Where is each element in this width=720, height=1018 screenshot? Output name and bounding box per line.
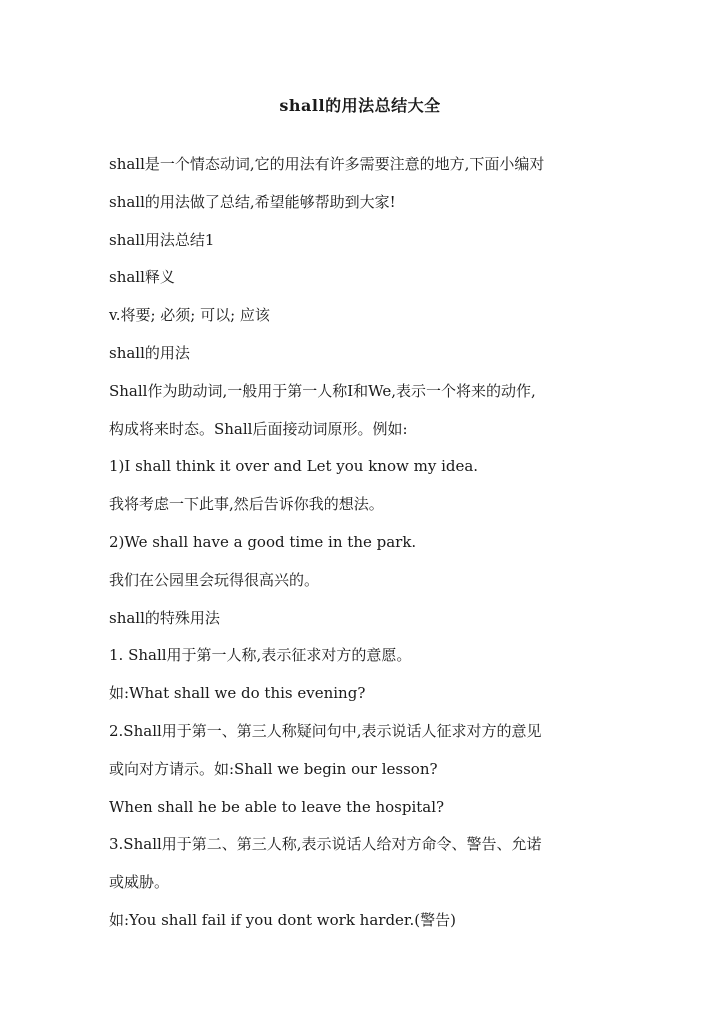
example-sentence: 2)We shall have a good time in the park. [109,532,417,551]
subsection-heading: shall的用法 [109,343,190,362]
example-translation: 我们在公园里会玩得很高兴的。 [109,570,320,589]
usage-example: 如:What shall we do this evening? [109,684,366,703]
subsection-heading: shall的特殊用法 [109,608,220,627]
usage-example: 或向对方请示。如:Shall we begin our lesson? [109,759,438,778]
body-line: Shall作为助动词,一般用于第一人称I和We,表示一个将来的动作, [109,381,536,400]
document-body [109,150,619,944]
usage-example: 如:You shall fail if you dont work harder.(警告) [109,910,456,929]
definition-line: v.将要; 必须; 可以; 应该 [109,306,270,325]
usage-item: 3.Shall用于第二、第三人称,表示说话人给对方命令、警告、允诺 [109,835,542,854]
section-heading: shall用法总结1 [109,230,215,249]
body-line: 或威胁。 [109,873,170,892]
subsection-heading: shall释义 [109,268,175,287]
example-sentence: 1)I shall think it over and Let you know my idea. [109,457,479,476]
usage-item: 2.Shall用于第一、第三人称疑问句中,表示说话人征求对方的意见 [109,721,542,740]
example-translation: 我将考虑一下此事,然后告诉你我的想法。 [109,495,384,514]
usage-example: When shall he be able to leave the hospital? [109,797,445,816]
body-line: shall是一个情态动词,它的用法有许多需要注意的地方,下面小编对 [109,155,545,173]
body-line: shall的用法做了总结,希望能够帮助到大家! [109,192,396,211]
document-title: shall的用法总结大全 [279,96,441,115]
usage-item: 1. Shall用于第一人称,表示征求对方的意愿。 [109,646,412,665]
body-line: 构成将来时态。Shall后面接动词原形。例如: [109,419,408,438]
